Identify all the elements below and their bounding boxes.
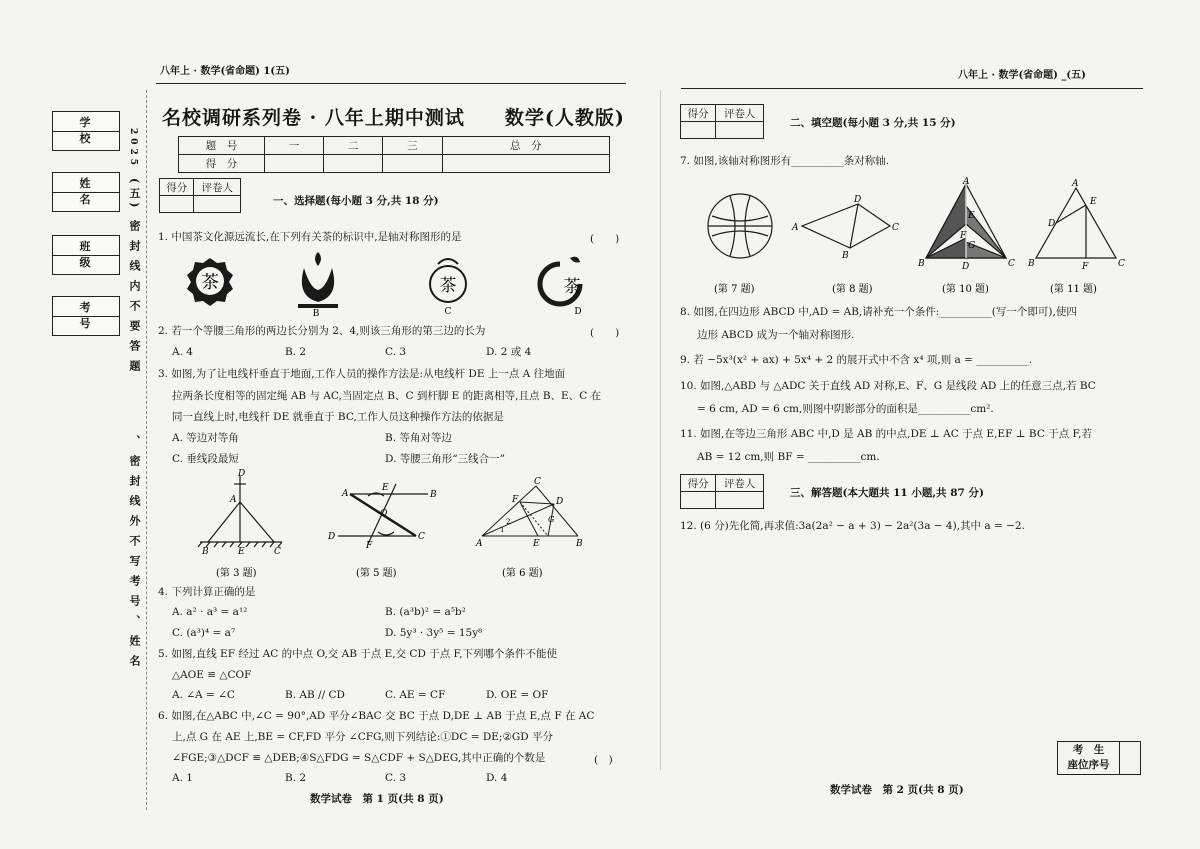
q1-choice-d: D	[574, 307, 582, 317]
grader-reviewer-label: 评卷人	[194, 179, 241, 196]
grader3-reviewer-label: 评卷人	[716, 475, 764, 492]
svg-text:D: D	[556, 497, 564, 507]
svg-text:E: E	[1090, 197, 1097, 207]
score-cell-1[interactable]	[265, 155, 324, 173]
svg-text:G: G	[968, 241, 976, 251]
q9-stem: 9. 若 −5x³(x² + ax) + 5x⁴ + 2 的展开式中不含 x⁴ 项,则 a = __________.	[680, 354, 1033, 366]
q10-line-1: 10. 如图,△ABD 与 △ADC 关于直线 AD 对称,E、F、G 是线段 AD 上的任意三点,若 BC	[680, 380, 1096, 392]
figure-3	[198, 476, 282, 547]
q7-q8-q10-q11-figures	[690, 176, 1130, 300]
school-field[interactable]	[52, 111, 130, 151]
caption-fig-7: (第 7 题)	[714, 284, 755, 295]
q1-choice-b: B	[312, 309, 320, 318]
q1-choice-c: C	[444, 307, 452, 317]
svg-text:E: E	[968, 211, 975, 221]
q2-choice-c: C. 3	[385, 346, 407, 358]
logo-d	[540, 257, 581, 304]
svg-text:B: B	[430, 490, 437, 500]
q2-answer-paren[interactable]: ( )	[590, 327, 620, 339]
left-page-header: 八年上 · 数学(省命题) 1(五)	[160, 66, 290, 77]
q4-choice-d: D. 5y³ · 3y⁵ = 15y⁸	[385, 627, 483, 639]
grader-table-3	[680, 474, 764, 509]
section-2-title: 二、填空题(每小题 3 分,共 15 分)	[790, 117, 956, 129]
q6-line-3: ∠FGE;③△DCF ≌ △DEB;④S△FDG = S△CDF + S△DEG,其中正确的个数是	[172, 752, 546, 764]
score-table-header-0: 题 号	[179, 137, 265, 155]
logo-c	[430, 259, 466, 302]
grader3-reviewer-cell[interactable]	[716, 492, 764, 509]
svg-text:F: F	[366, 541, 373, 551]
q3-line-3: 同一直线上时,电线杆 DE 就垂直于 BC,工作人员这种操作方法的依据是	[172, 411, 504, 423]
svg-text:1: 1	[500, 526, 505, 534]
q1-tea-logos	[180, 252, 600, 318]
q3-choice-d: D. 等腰三角形“三线合一”	[385, 453, 505, 465]
svg-text:D: D	[962, 262, 970, 272]
right-page-footer: 数学试卷 第 2 页(共 8 页)	[830, 784, 964, 796]
exam-title: 名校调研系列卷 · 八年上期中测试 数学(人教版)	[162, 107, 625, 129]
svg-text:C: C	[274, 547, 281, 557]
score-table-header-4: 总 分	[442, 137, 609, 155]
class-field[interactable]	[52, 235, 130, 275]
svg-text:A: A	[230, 495, 237, 505]
svg-text:B: B	[842, 251, 849, 261]
q6-line-2: 上,点 G 在 AE 上,BE = CF,FD 平分 ∠CFG,则下列结论:①DC = DE;②GD 平分	[172, 731, 554, 743]
grader2-score-cell[interactable]	[681, 122, 716, 139]
svg-text:D: D	[1048, 219, 1056, 229]
grader-score-cell[interactable]	[160, 196, 194, 213]
q2-choice-d: D. 2 或 4	[486, 346, 532, 358]
svg-text:A: A	[963, 177, 970, 187]
binding-note-1: 密封线内不要答题	[128, 220, 141, 380]
grader2-reviewer-label: 评卷人	[716, 105, 764, 122]
score-table-header-3: 三	[383, 137, 442, 155]
logo-a	[187, 258, 233, 306]
svg-text:C: C	[1008, 259, 1015, 269]
svg-text:C: C	[534, 477, 541, 487]
logo-c-text: 茶	[439, 276, 457, 296]
q6-answer-paren[interactable]: ( )	[594, 754, 613, 766]
q6-choice-b: B. 2	[285, 772, 307, 784]
q4-choice-a: A. a² · a³ = a¹²	[172, 606, 248, 618]
section-3-title: 三、解答题(本大题共 11 小题,共 87 分)	[790, 487, 984, 499]
score-row-label: 得 分	[179, 155, 265, 173]
binding-series: (五)	[128, 178, 141, 212]
q10-line-2: = 6 cm, AD = 6 cm,则图中阴影部分的面积是__________cm².	[697, 403, 994, 415]
svg-text:E: E	[382, 483, 389, 493]
grader2-score-label: 得分	[681, 105, 716, 122]
q4-choice-b: B. (a³b)² = a⁵b²	[385, 606, 466, 618]
binding-year: 2025	[128, 128, 138, 170]
caption-fig-5: (第 5 题)	[356, 568, 397, 579]
svg-text:D: D	[854, 195, 862, 205]
grader2-reviewer-cell[interactable]	[716, 122, 764, 139]
svg-text:G: G	[548, 515, 555, 524]
q3-line-2: 拉两条长度相等的固定绳 AB 与 AC,当固定点 B、C 到杆脚 E 的距离相等,且点 B、E、C 在	[172, 390, 602, 402]
seat-number-box	[1057, 741, 1141, 775]
svg-text:2: 2	[506, 518, 511, 526]
q5-line-1: 5. 如图,直线 EF 经过 AC 的中点 O,交 AB 于点 E,交 CD 于点 F,下列哪个条件不能使	[158, 648, 558, 660]
grader-table-1	[159, 178, 241, 213]
seat-number-label: 考 生 座位序号	[1058, 742, 1120, 774]
q5-line-2: △AOE ≌ △COF	[172, 669, 252, 681]
caption-fig-3: (第 3 题)	[216, 568, 257, 579]
q6-choice-d: D. 4	[486, 772, 508, 784]
svg-text:B: B	[1028, 259, 1035, 269]
grader-score-label: 得分	[160, 179, 194, 196]
q5-choice-d: D. OE = OF	[486, 689, 549, 701]
score-cell-total[interactable]	[442, 155, 609, 173]
name-label: 姓 名	[53, 175, 119, 193]
grader-table-2	[680, 104, 764, 139]
seat-number-input[interactable]	[1121, 742, 1140, 774]
svg-text:D: D	[328, 532, 336, 542]
exam-number-label: 考 号	[53, 299, 119, 317]
section-1-title: 一、选择题(每小题 3 分,共 18 分)	[273, 195, 439, 207]
right-page-header: 八年上 · 数学(省命题) _(五)	[958, 70, 1086, 81]
q2-choice-b: B. 2	[285, 346, 307, 358]
exam-number-field[interactable]	[52, 296, 130, 336]
svg-text:E: E	[533, 539, 540, 549]
grader-reviewer-cell[interactable]	[194, 196, 241, 213]
logo-d-text: 茶	[563, 277, 581, 297]
score-table	[178, 136, 610, 173]
score-table-header-2: 二	[324, 137, 383, 155]
q3-choice-a: A. 等边对等角	[172, 432, 239, 444]
grader3-score-cell[interactable]	[681, 492, 716, 509]
q5-choice-b: B. AB // CD	[285, 689, 345, 701]
svg-text:C: C	[418, 532, 425, 542]
q5-choice-c: C. AE = CF	[385, 689, 446, 701]
name-field[interactable]	[52, 172, 130, 212]
caption-fig-6: (第 6 题)	[502, 568, 543, 579]
q4-choice-c: C. (a³)⁴ = a⁷	[172, 627, 236, 639]
svg-text:A: A	[476, 539, 483, 549]
svg-text:A: A	[1072, 179, 1079, 189]
q3-line-1: 3. 如图,为了让电线杆垂直于地面,工作人员的操作方法是:从电线杆 DE 上一点 A 往地面	[158, 368, 566, 380]
caption-fig-11: (第 11 题)	[1050, 284, 1097, 295]
svg-text:O: O	[380, 509, 388, 519]
svg-text:B: B	[202, 547, 209, 557]
figure-10	[926, 184, 1006, 258]
q3-q5-q6-figures	[190, 466, 630, 582]
q6-choice-a: A. 1	[172, 772, 193, 784]
binding-note-2: 、密封线外不写考号、姓名	[128, 435, 141, 675]
q6-choice-c: C. 3	[385, 772, 407, 784]
q5-choice-a: A. ∠A = ∠C	[172, 689, 235, 701]
figure-7	[708, 194, 772, 258]
q12-stem: 12. (6 分)先化简,再求值:3a(2a² − a + 3) − 2a²(3a − 4),其中 a = −2.	[680, 520, 1025, 532]
q1-answer-paren[interactable]: ( )	[590, 233, 620, 245]
q8-line-2: 边形 ABCD 成为一个轴对称图形.	[697, 329, 855, 341]
svg-text:A: A	[342, 489, 349, 499]
q3-choice-c: C. 垂线段最短	[172, 453, 239, 465]
q3-choice-b: B. 等角对等边	[385, 432, 452, 444]
caption-fig-10: (第 10 题)	[942, 284, 989, 295]
svg-text:B: B	[576, 539, 583, 549]
q7-stem: 7. 如图,该轴对称图形有__________条对称轴.	[680, 155, 890, 167]
class-label: 班 级	[53, 238, 119, 256]
svg-text:C: C	[1118, 259, 1125, 269]
q2-stem: 2. 若一个等腰三角形的两边长分别为 2、4,则该三角形的第三边的长为	[158, 325, 486, 337]
q1-stem: 1. 中国茶文化源远流长,在下列有关茶的标识中,是轴对称图形的是	[158, 231, 462, 243]
svg-text:E: E	[238, 547, 245, 557]
svg-text:A: A	[792, 223, 799, 233]
q11-line-1: 11. 如图,在等边三角形 ABC 中,D 是 AB 的中点,DE ⊥ AC 于点 E,EF ⊥ BC 于点 F,若	[680, 428, 1093, 440]
logo-b	[298, 252, 338, 308]
q8-line-1: 8. 如图,在四边形 ABCD 中,AD = AB,请补充一个条件:__________(写一个即可),使四	[680, 306, 1077, 318]
school-label: 学 校	[53, 114, 119, 132]
svg-text:B: B	[918, 259, 925, 269]
figure-8	[802, 204, 890, 248]
q6-line-1: 6. 如图,在△ABC 中,∠C = 90°,AD 平分∠BAC 交 BC 于点 D,DE ⊥ AB 于点 E,点 F 在 AC	[158, 710, 595, 722]
q2-choice-a: A. 4	[172, 346, 193, 358]
figure-6	[482, 486, 578, 536]
score-cell-2[interactable]	[324, 155, 383, 173]
score-cell-3[interactable]	[383, 155, 442, 173]
svg-text:F: F	[960, 231, 967, 241]
q11-line-2: AB = 12 cm,则 BF = __________cm.	[697, 451, 880, 463]
logo-a-text: 茶	[201, 272, 219, 293]
left-page-footer: 数学试卷 第 1 页(共 8 页)	[310, 793, 444, 805]
grader3-score-label: 得分	[681, 475, 716, 492]
svg-text:F: F	[512, 495, 519, 505]
svg-text:C: C	[892, 223, 899, 233]
score-table-header-1: 一	[265, 137, 324, 155]
q4-stem: 4. 下列计算正确的是	[158, 586, 256, 598]
svg-text:F: F	[1082, 262, 1089, 272]
svg-text:D: D	[238, 469, 246, 479]
caption-fig-8: (第 8 题)	[832, 284, 873, 295]
